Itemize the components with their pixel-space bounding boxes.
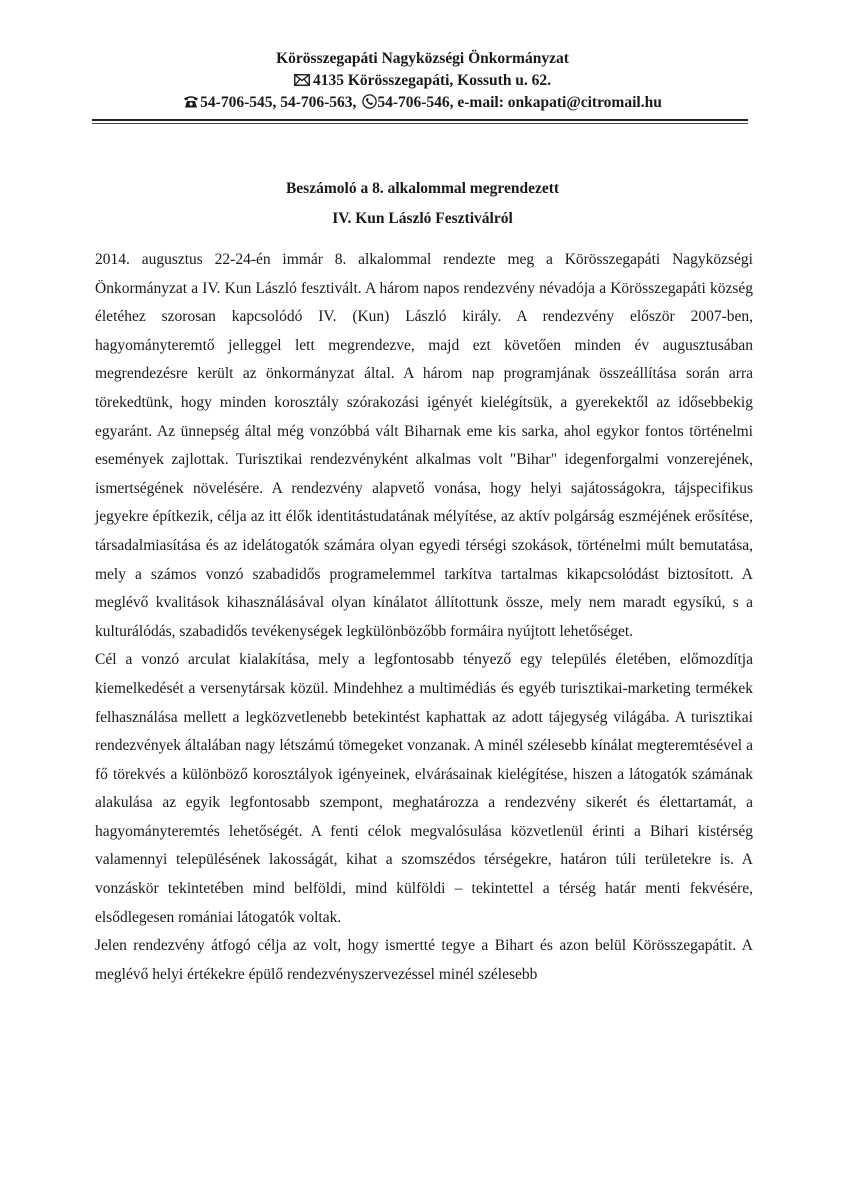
document-title [90, 174, 755, 234]
title-line-2: IV. Kun László Fesztiválról [332, 210, 513, 227]
contact-line [90, 92, 755, 114]
fax-and-email: 54-706-546, e-mail: onkapati@citromail.hu [377, 94, 662, 111]
paragraph-1: 2014. augusztus 22-24-én immár 8. alkalommal rendezte meg a Körösszegapáti Nagyközségi Önkormányzat a IV. Kun László fesztivált. A három napos rendezvény névadója a Körösszegapáti község életéhez szorosan kapcsolódó IV. (Kun) László király. A rendezvény először 2007-ben, hagyományteremtő jelleggel lett megrendezve, majd ezt követően minden év augusztusában megrendezésre került az önkormányzat által. A három nap programjának összeállítása során arra törekedtünk, hogy minden korosztály szórakozási igényét kielégítsük, a gyerekektől az idősebbekig egyaránt. Az ünnepség által még vonzóbbá vált Biharnak eme kis sarka, ahol egykor fontos történelmi események zajlottak. Turisztikai rendezvényként alkalmas volt "Bihar" idegenforgalmi vonzerejének, ismertségének növelésére. A rendezvény alapvető vonása, hogy helyi sajátosságokra, tájspecifikus jegyekre építkezik, célja az itt élők identitástudatának mélyítése, az aktív polgárság eszméjének erősítése, társadalmiasítása és az idelátogatók számára olyan egyedi térségi szokások, történelmi múlt bemutatása, mely a számos vonzó szabadidős programelemmel tarkítva tartalmas kikapcsolódást biztosított. A meglévő kvalitások kihasználásával olyan kínálatot állítottunk össze, mely nem maradt egysíkú, s a kulturálódás, szabadidős tevékenységek legkülönbözőbb formáira nyújtott lehetőséget. [95, 251, 753, 640]
address-line [90, 70, 755, 92]
paragraph-3: Jelen rendezvény átfogó célja az volt, hogy ismertté tegye a Bihart és azon belül Körösszegapátit. A meglévő helyi értékekre épülő rendezvényszervezéssel minél szélesebb [95, 937, 753, 983]
fax-icon [362, 92, 377, 114]
envelope-icon [294, 70, 310, 92]
telephone-icon [183, 92, 199, 114]
paragraph-2: Cél a vonzó arculat kialakítása, mely a legfontosabb tényező egy település életében, előmozdítja kiemelkedését a versenytársak közül. Mindehhez a multimédiás és egyéb turisztikai-marketing termékek felhasználása mellett a legközvetlenebb betekintést kaphattak az adott tájegység világába. A turisztikai rendezvények általában nagy létszámú tömegeket vonzanak. A minél szélesebb kínálat megteremtésével a fő törekvés a különböző korosztályok igényeinek, elvárásainak kielégítése, hiszen a látogatók számának alakulása az egyik legfontosabb szempont, meghatározza a rendezvény sikerét és élettartamát, a hagyományteremtés lehetőségét. A fenti célok megvalósulása közvetlenül érinti a Bihari kistérség valamennyi településének lakosságát, kihat a szomszédos térségekre, határon túli területekre is. A vonzáskör tekintetében mind belföldi, mind külföldi – tekintettel a térség határ menti fekvésére, elsődlegesen romániai látogatók voltak. [95, 651, 753, 926]
title-line-1: Beszámoló a 8. alkalommal megrendezett [285, 180, 560, 197]
phone-numbers: 54-706-545, 54-706-563, [200, 94, 357, 111]
letterhead [90, 48, 755, 114]
organization-name: Körösszegapáti Nagyközségi Önkormányzat [276, 50, 569, 67]
document-body [95, 246, 753, 989]
letterhead-divider-thin [92, 123, 748, 124]
address-text: 4135 Körösszegapáti, Kossuth u. 62. [312, 72, 552, 89]
letterhead-divider [92, 119, 748, 121]
